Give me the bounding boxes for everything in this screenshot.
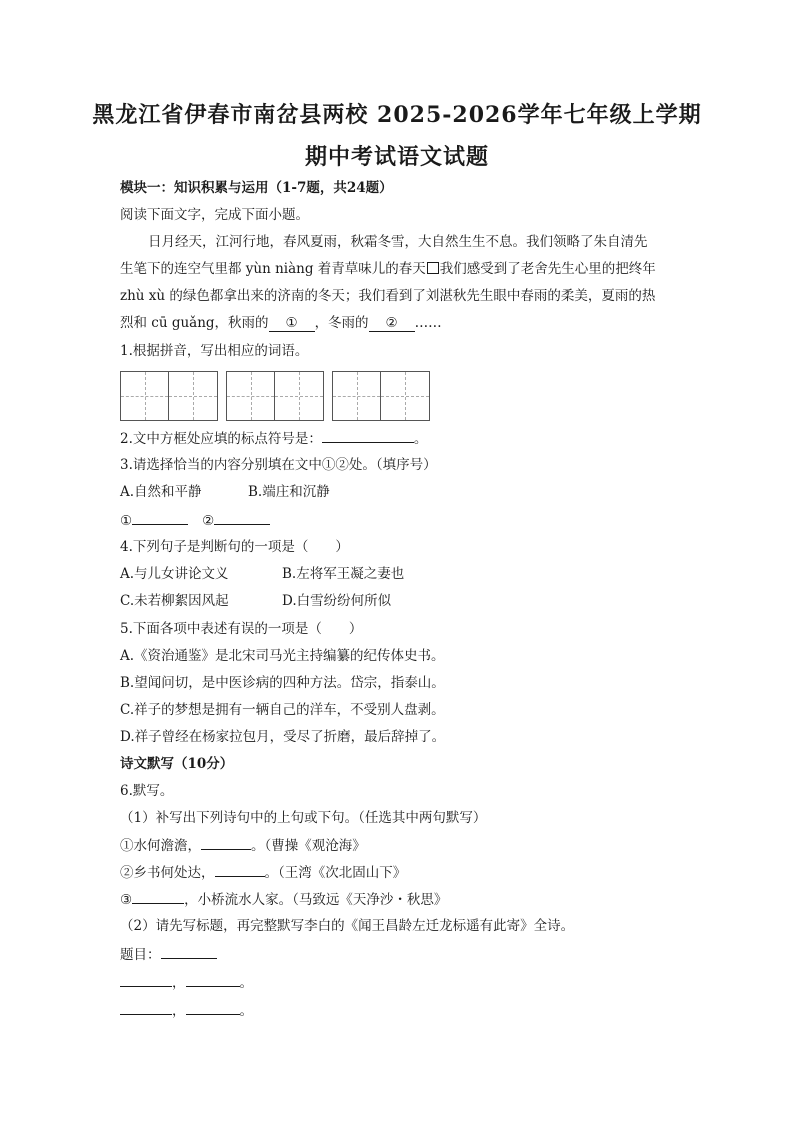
passage-line-2-part-b: 我们感受到了老舍先生心里的把终年: [439, 261, 656, 277]
question-3-options: [120, 482, 330, 502]
grid-cell[interactable]: [121, 372, 169, 420]
answer-grid-1[interactable]: [120, 371, 218, 421]
q5-option-a: A.《资治通鉴》是北宋司马光主持编纂的纪传体史书。: [120, 648, 445, 664]
question-4-options-row-1: [120, 564, 404, 584]
punctuation-box: [427, 262, 439, 274]
poem-answer-blank[interactable]: [186, 972, 240, 987]
q3-option-a: A.自然和平静: [120, 484, 202, 500]
grid-cell[interactable]: [333, 372, 381, 420]
poetry-heading: 诗文默写（10分）: [120, 756, 234, 772]
question-4-options-row-2: [120, 591, 391, 611]
q3-answer-1-label: ①: [120, 513, 133, 529]
poem-line-3-number: ③: [120, 892, 133, 908]
poem-line-2-source: 。（王湾《次北固山下》: [264, 865, 407, 881]
grid-cell[interactable]: [381, 372, 429, 420]
question-1: 1.根据拼音，写出相应的词语。: [120, 343, 309, 359]
module-heading: 模块一：知识积累与运用（1-7题，共24题）: [120, 180, 393, 196]
question-5: 5.下面各项中表述有误的一项是（ ）: [120, 621, 363, 637]
exam-title-line2: 期中考试语文试题: [304, 144, 489, 170]
q4-option-a: A.与儿女讲论文义: [120, 566, 229, 582]
q5-option-d: D.祥子曾经在杨家拉包月，受尽了折磨，最后辞掉了。: [120, 729, 446, 745]
passage-line-2: [120, 259, 656, 279]
passage-line-4-part-b: ，冬雨的: [314, 315, 369, 331]
poem-answer-blank[interactable]: [120, 972, 172, 987]
poem-answer-row-2: [120, 1000, 253, 1021]
q3-answer-2-label: ②: [202, 513, 215, 529]
poem-answer-row-1: [120, 972, 253, 993]
question-2-blank[interactable]: [322, 428, 414, 443]
poem-line-1-blank[interactable]: [201, 835, 251, 850]
passage-line-2-part-a: 生笔下的连空气里都 yùn niàng 着青草味儿的春天: [120, 261, 426, 277]
poem-line-2-blank[interactable]: [215, 862, 265, 877]
poem-line-2: [120, 862, 406, 883]
grid-cell[interactable]: [169, 372, 217, 420]
comma: ，: [172, 975, 186, 991]
poem-title-row: [120, 944, 217, 965]
q3-option-b: B.端庄和沉静: [248, 484, 330, 500]
poem-title-blank[interactable]: [161, 944, 217, 959]
poem-answer-blank[interactable]: [186, 1000, 240, 1015]
question-3-answers: [120, 510, 270, 531]
period: 。: [239, 975, 253, 991]
answer-grid-3[interactable]: [332, 371, 430, 421]
question-4: 4.下列句子是判断句的一项是（ ）: [120, 539, 349, 555]
passage-line-4: [120, 313, 442, 333]
poem-line-1-source: 。（曹操《观沧海》: [251, 838, 366, 854]
q5-option-c: C.祥子的梦想是拥有一辆自己的洋车，不受别人盘剥。: [120, 702, 445, 718]
poem-line-3-blank[interactable]: [132, 889, 184, 904]
poem-line-3: [120, 889, 447, 910]
grid-cell[interactable]: [227, 372, 275, 420]
exam-title-line1: 黑龙江省伊春市南岔县两校 2025-2026学年七年级上学期: [92, 102, 702, 128]
poem-title-label: 题目：: [120, 947, 161, 963]
question-6-part-1: （1）补写出下列诗句中的上句或下句。（任选其中两句默写）: [120, 810, 487, 826]
q3-answer-2-blank[interactable]: [214, 510, 270, 525]
q4-option-d: D.白雪纷纷何所似: [282, 593, 392, 609]
period: 。: [239, 1003, 253, 1019]
q4-option-c: C.未若柳絮因风起: [120, 593, 229, 609]
reading-instruction: 阅读下面文字，完成下面小题。: [120, 207, 309, 223]
poem-answer-blank[interactable]: [120, 1000, 172, 1015]
poem-line-1-prompt: ①水何澹澹，: [120, 838, 201, 854]
poem-line-1: [120, 835, 366, 856]
answer-grid-2[interactable]: [226, 371, 324, 421]
q5-option-b: B.望闻问切，是中医诊病的四种方法。岱宗，指泰山。: [120, 675, 445, 691]
comma: ，: [172, 1003, 186, 1019]
passage-line-1: 日月经天，江河行地，春风夏雨，秋霜冬雪，大自然生生不息。我们领略了朱自清先: [148, 234, 648, 250]
poem-line-3-source: ，小桥流水人家。（马致远《天净沙・秋思》: [184, 892, 448, 908]
question-6: 6.默写。: [120, 783, 174, 799]
passage-blank-1[interactable]: ①: [269, 315, 315, 332]
question-2-text: 2.文中方框处应填的标点符号是：: [120, 431, 322, 447]
passage-line-3: zhù xù 的绿色都拿出来的济南的冬天；我们看到了刘湛秋先生眼中春雨的柔美，夏雨的热: [120, 288, 656, 304]
q4-option-b: B.左将军王凝之妻也: [282, 566, 405, 582]
question-6-part-2: （2）请先写标题，再完整默写李白的《闻王昌龄左迁龙标遥有此寄》全诗。: [120, 918, 575, 934]
passage-blank-2[interactable]: ②: [369, 315, 415, 332]
question-2: [120, 428, 427, 449]
passage-line-4-part-c: ……: [414, 315, 442, 331]
passage-line-4-part-a: 烈和 cū guǎng，秋雨的: [120, 315, 269, 331]
grid-cell[interactable]: [275, 372, 323, 420]
q3-answer-1-blank[interactable]: [132, 510, 188, 525]
question-3: 3.请选择恰当的内容分别填在文中①②处。（填序号）: [120, 457, 437, 473]
poem-line-2-prompt: ②乡书何处达，: [120, 865, 215, 881]
question-2-end: 。: [413, 431, 428, 447]
